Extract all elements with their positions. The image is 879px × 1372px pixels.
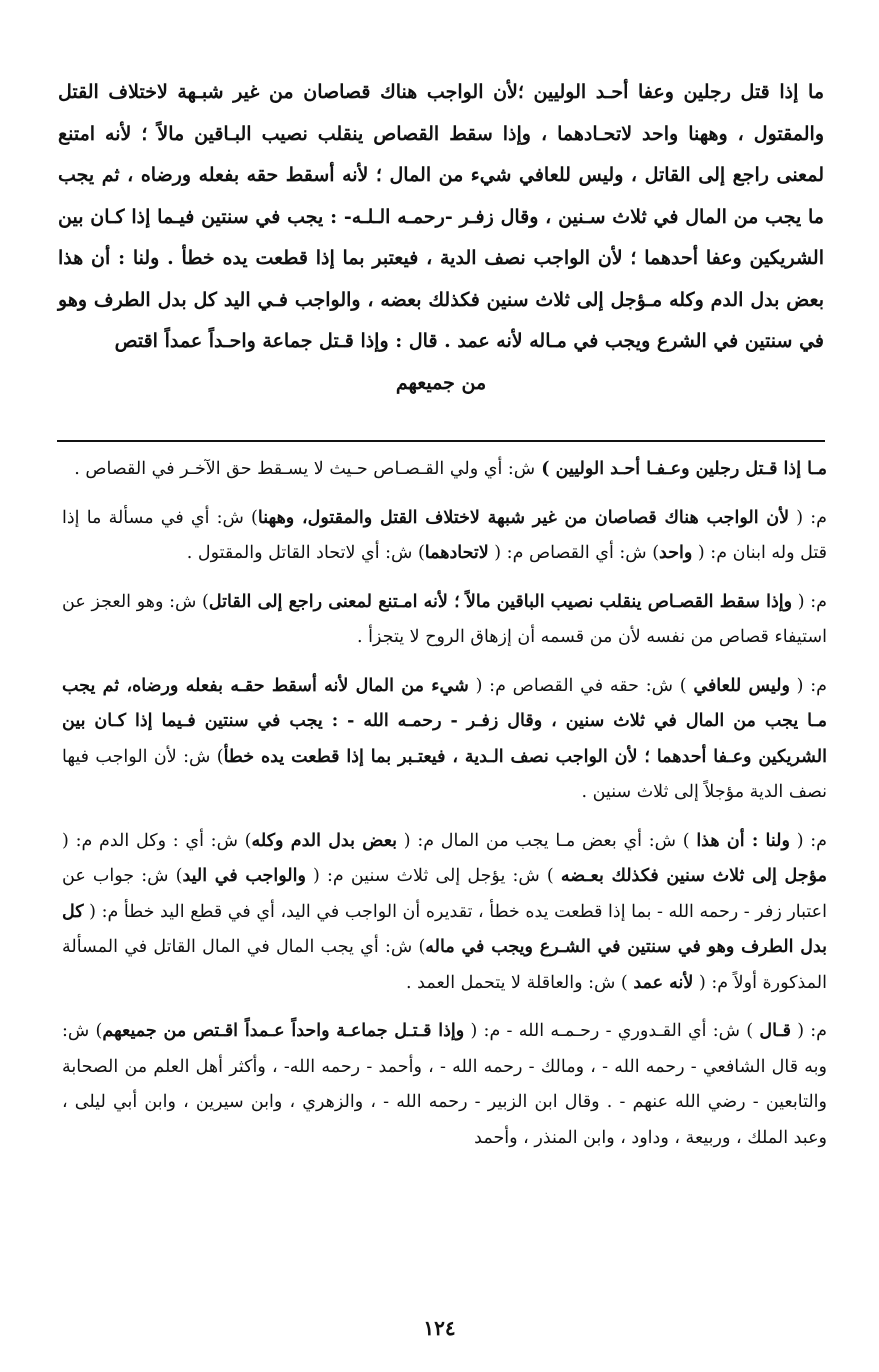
sharh-text: ) ش: أي في مسألة ما إذا قتل وله ابنان م: ( [62, 507, 827, 563]
matn-quote: والواجب في اليد [182, 866, 306, 886]
matn-quote: بعض بدل الدم وكله [251, 830, 398, 851]
commentary-paragraph [62, 452, 827, 488]
sharh-text: م: ( [789, 830, 827, 851]
matn-quote: وإذا سقط القصـاص ينقلب نصيب الباقين مالاً ؛ لأنه امـتنع لمعنى راجع إلى القاتل [208, 591, 793, 612]
commentary-paragraph [62, 669, 827, 811]
matn-quote: قـال [759, 1021, 791, 1041]
sharh-text: م: ( [790, 1021, 828, 1041]
sharh-text: ) ش: وبه قال الشافعي - رحمه الله - ، ومالك - رحمه الله - ، وأحمد - رحمه الله- ، وأكثر أهل العلم من الصحابة والتابعين - رضي الله عنهم - . وقال ابن الزبير - رحمه الله - ، والزهري ، وابن سيرين ، وابن أبي ليلى ، وعبد الملك ، وربيعة ، وداود ، وابن المنذر ، وأحمد [62, 1021, 827, 1148]
matn-quote: كل بدل الطرف وهو في سنتين في الشـرع ويجب في ماله [62, 901, 828, 957]
sharh-text: ) ش: أي : وكل الدم م: ( [62, 830, 252, 851]
sharh-text: ) ش: لأن الواجب فيها نصف الدية مؤجلاً إلى ثلاث سنين . [62, 746, 827, 802]
sharh-text: ) ش: أي القـدوري - رحـمـه الله - م: ( [464, 1021, 760, 1041]
main-text-body: ما إذا قتل رجلين وعفا أحـد الوليين ؛لأن الواجب هناك قصاصان من غير شبـهة لاختلاف القتل والمقتول ، وههنا واحد لاتحـادهما ، وإذا سقط القصاص ينقلب نصيب البـاقين مالاً ؛ لأنه امتنع لمعنى راجع إلى القاتل ، وليس للعافي شيء من المال ؛ لأنه أسقط حقه بفعله ورضاه ، ثم يجب ما يجب من المال في ثلاث سـنين ، وقال زفـر -رحمـه الـلـه- : يجب في سنتين فيـما إذا كـان بين الشريكين وعفا أحدهما ؛ لأن الواجب نصف الدية ، فيعتبر بما إذا قطعت يده خطأ . ولنا : أن هذا بعض بدل الدم وكله مـؤجل إلى ثلاث سنين فكذلك بعضه ، والواجب فـي اليد كل بدل الطرف وهو في سنتين في الشرع ويجب في مـاله لأنه عمد . قال : وإذا قـتل جماعة واحـداً عمداً اقتص [58, 81, 824, 352]
sharh-text: م: ( [792, 591, 827, 612]
commentary-paragraph [62, 501, 827, 572]
separator-rule [57, 440, 825, 442]
sharh-text: ) ش: أي بعض مـا يجب من المال م: ( [397, 830, 697, 851]
sharh-text: ) ش: أي يجب المال في المال القاتل في المسألة المذكورة أولاً م: ( [62, 937, 827, 993]
main-text-last-line: من جميعهم [395, 371, 487, 394]
sharh-text: م: ( [789, 675, 827, 696]
matn-quote: وليس للعافي [693, 675, 790, 696]
sharh-text: ) ش: أي القصاص م: ( [488, 543, 660, 563]
sharh-text: ) ش: أي لاتحاد القاتل والمقتول . [186, 543, 425, 563]
sharh-text: ) ش: والعاقلة لا يتحمل العمد . [406, 972, 634, 993]
sharh-text: ) ش: وهو العجز عن استيفاء قصاص من نفسه لأن من قسمه أن إزهاق الروح لا يتجزأ . [62, 591, 827, 647]
sharh-text: ) ش: يؤجل إلى ثلاث سنين م: ( [305, 866, 561, 886]
matn-quote: مـا إذا قـتل رجلين وعـفـا أحـد الوليين ) [535, 459, 827, 479]
matn-quote: وإذا قـتـل جماعـة واحداً عـمداً اقـتص من جميعهم [102, 1021, 465, 1041]
commentary-block [62, 452, 827, 1169]
sharh-text: ) ش: حقه في القصاص م: ( [468, 675, 694, 696]
matn-quote: ولنا : أن هذا [696, 830, 790, 851]
commentary-paragraph [62, 824, 827, 1002]
matn-quote: لأنه عمد [633, 972, 694, 993]
sharh-text: ) ش: جواب عن اعتبار زفر - رحمه الله - بما إذا قطعت يده خطأ ، تقديره أن الواجب في اليد، أي في قطع اليد خطأ م: ( [62, 866, 827, 922]
matn-quote: لاتحادهما [424, 543, 489, 563]
main-text-block [58, 72, 824, 404]
matn-quote: مؤجل إلى ثلاث سنين فكذلك بعـضه [560, 866, 827, 886]
matn-quote: لأن الواجب هناك قصاصان من غير شبهة لاختلاف القتل والمقتول، وههنا [257, 507, 790, 528]
sharh-text: م: ( [789, 507, 827, 528]
commentary-paragraph [62, 585, 827, 656]
matn-quote: شيء من المال لأنه أسقط حقـه بفعله ورضاه، ثم يجب مـا يجب من المال في ثلاث سنين ، وقال زفـر - رحمـه الله - : يجب في سنتين فـيما إذا كـان بين الشريكين وعـفا أحدهما ؛ لأن الواجب نصف الـدية ، فيعتـبر بما إذا قطعت يده خطأ [62, 675, 827, 767]
commentary-paragraph [62, 1014, 827, 1156]
matn-quote: واحد [659, 543, 693, 563]
sharh-text: ش: أي ولي القـصـاص حـيث لا يسـقط حق الآخـر في القصاص . [74, 459, 536, 479]
page-number: ١٢٤ [423, 1316, 456, 1340]
